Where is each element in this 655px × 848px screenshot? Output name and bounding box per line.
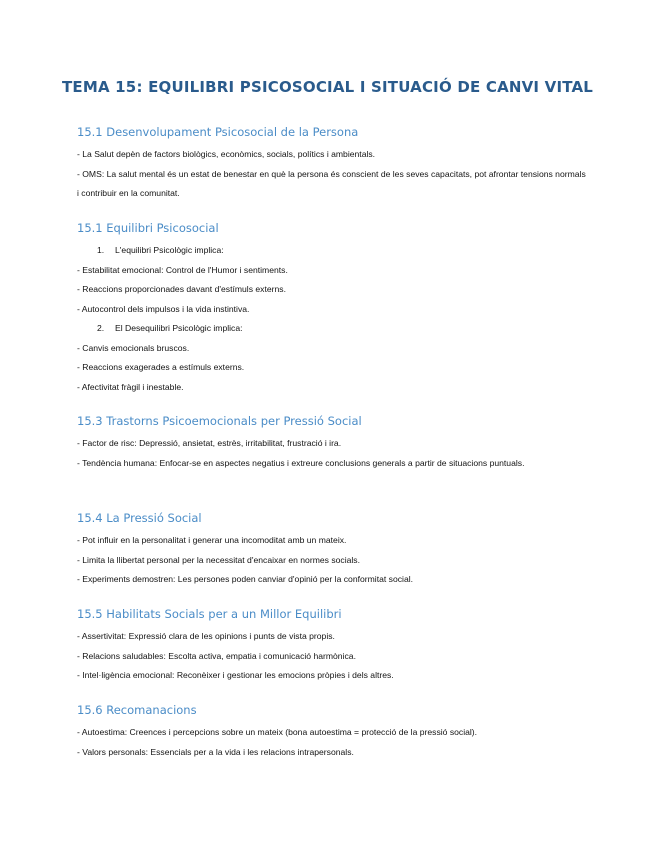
text-line: - Limita la llibertat personal per la necessitat d'encaixar en normes socials. — [77, 554, 360, 565]
page-title: TEMA 15: EQUILIBRI PSICOSOCIAL I SITUACIÓ DE CANVI VITAL — [61, 78, 594, 96]
text-line: - Autoestima: Creences i percepcions sobre un mateix (bona autoestima = protecció de la pressió social). — [77, 727, 478, 737]
text-line: - Tendència humana: Enfocar-se en aspectes negatius i extreure conclusions generals a partir de situacions puntuals. — [77, 457, 525, 468]
section-heading: 15.1 Desenvolupament Psicosocial de la Persona — [77, 125, 359, 139]
text-line: - Reaccions proporcionades davant d'estímuls externs. — [77, 284, 286, 294]
text-line: - Afectivitat fràgil i inestable. — [77, 381, 184, 392]
text-line: - OMS: La salut mental és un estat de benestar en què la persona és conscient de les seves capacitats, pot afrontar tensions normals i contribuir en la comunitat. — [77, 168, 586, 198]
section-social-skills — [77, 606, 587, 686]
text-line: - Estabilitat emocional: Control de l'Humor i sentiments. — [77, 264, 288, 275]
text-line: - Intel·ligència emocional: Reconèixer i gestionar les emocions pròpies i dels altres. — [77, 670, 394, 680]
section-psychosocial-balance — [77, 220, 587, 397]
numbered-item-label: L'equilibri Psicològic implica: — [115, 245, 224, 255]
text-line: - Experiments demostren: Les persones poden canviar d'opinió per la conformitat social. — [77, 574, 414, 584]
text-line: - Assertivitat: Expressió clara de les opinions i punts de vista propis. — [77, 631, 335, 641]
text-line: - Canvis emocionals bruscos. — [77, 342, 190, 353]
section-social-pressure — [77, 510, 587, 590]
text-line: - Autocontrol dels impulsos i la vida instintiva. — [77, 303, 250, 314]
section-heading: 15.1 Equilibri Psicosocial — [77, 221, 219, 235]
text-line: - Valors personals: Essencials per a la vida i les relacions intrapersonals. — [77, 746, 354, 757]
section-heading: 15.6 Recomanacions — [77, 703, 197, 717]
section-psychosocial-development — [77, 124, 587, 204]
text-line: - Factor de risc: Depressió, ansietat, estrès, irritabilitat, frustració i ira. — [77, 438, 342, 448]
section-heading: 15.3 Trastorns Psicoemocionals per Pressió Social — [77, 414, 362, 428]
section-psychoemotional-disorders — [77, 413, 587, 473]
numbered-item — [77, 241, 587, 261]
text-line: - La Salut depèn de factors biològics, econòmics, socials, polítics i ambientals. — [77, 149, 376, 159]
text-line: - Reaccions exagerades a estímuls externs. — [77, 362, 245, 372]
text-line: - Pot influir en la personalitat i generar una incomoditat amb un mateix. — [77, 535, 347, 545]
item-number: 2. — [97, 323, 105, 333]
section-heading: 15.4 La Pressió Social — [77, 511, 202, 525]
section-recommendations — [77, 702, 587, 762]
section-heading: 15.5 Habilitats Socials per a un Millor Equilibri — [77, 607, 342, 621]
numbered-item-label: El Desequilibri Psicològic implica: — [115, 323, 243, 333]
numbered-item — [77, 319, 587, 339]
text-line: - Relacions saludables: Escolta activa, empatia i comunicació harmònica. — [77, 650, 356, 661]
item-number: 1. — [97, 245, 105, 255]
